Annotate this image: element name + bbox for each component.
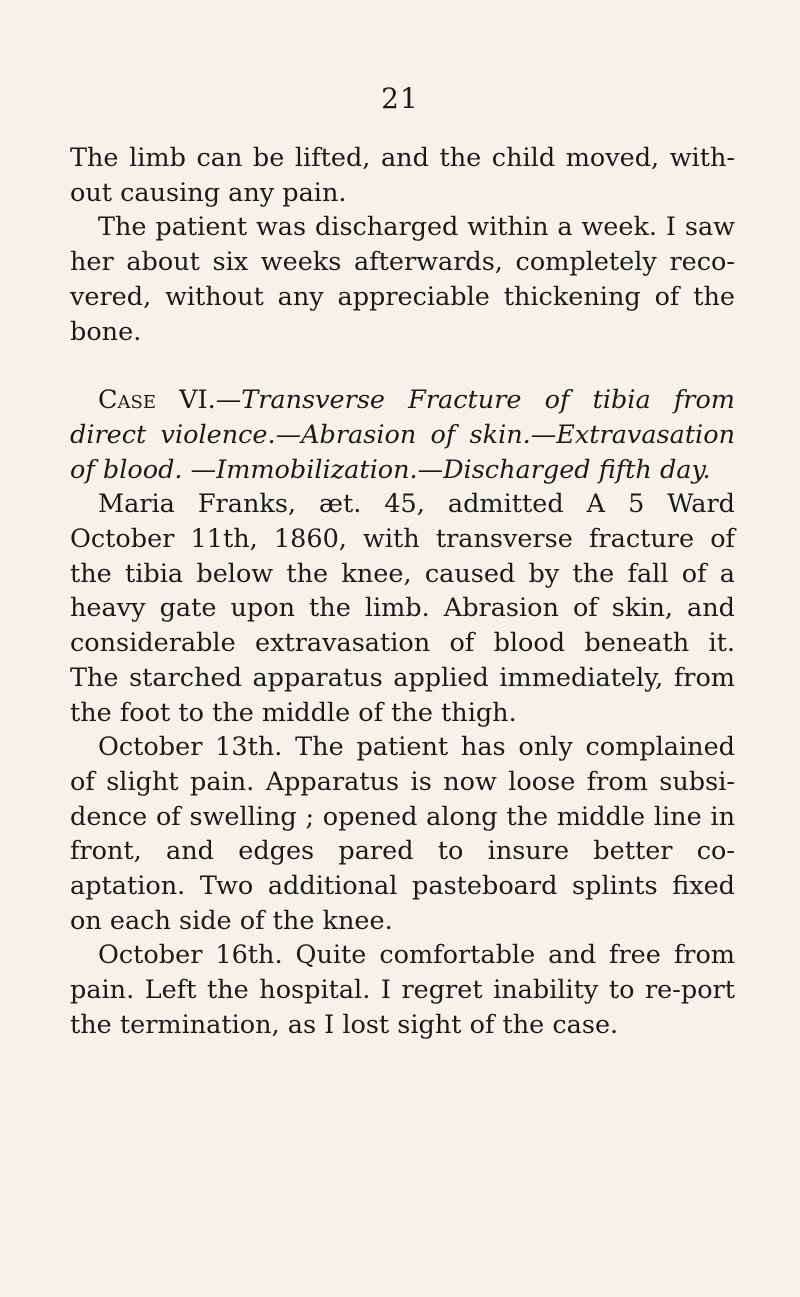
body-text — [70, 141, 735, 1043]
case-heading — [70, 383, 735, 487]
paragraph-limb-lifted: The limb can be lifted, and the child moved, with-out causing any pain. — [70, 143, 735, 208]
case-title: —Transverse Fracture of tibia from direct violence.—Abrasion of skin.—Extravasation of blood. —Immobilization.—Discharged fifth day. — [70, 385, 735, 485]
paragraph-october-13: October 13th. The patient has only complained of slight pain. Apparatus is now loose from subsi-dence of swelling ; opened along the middle line in front, and edges pared to insure better co-aptation. Two additional pasteboard splints fixed on each side of the knee. — [70, 732, 735, 936]
case-label: Case VI. — [98, 385, 216, 416]
paragraph-maria-franks: Maria Franks, æt. 45, admitted A 5 Ward October 11th, 1860, with transverse fracture of the tibia below the knee, caused by the fall of a heavy gate upon the limb. Abrasion of skin, and considerable extravasation of blood beneath it. The starched apparatus applied immediately, from the foot to the middle of the thigh. — [70, 489, 735, 728]
page-number: 21 — [381, 82, 419, 115]
paragraph-october-16: October 16th. Quite comfortable and free from pain. Left the hospital. I regret inability to re-port the termination, as I lost sight of the case. — [70, 940, 735, 1040]
paragraph-discharged: The patient was discharged within a week. I saw her about six weeks afterwards, completely reco-vered, without any appreciable thickening of the bone. — [70, 212, 735, 347]
